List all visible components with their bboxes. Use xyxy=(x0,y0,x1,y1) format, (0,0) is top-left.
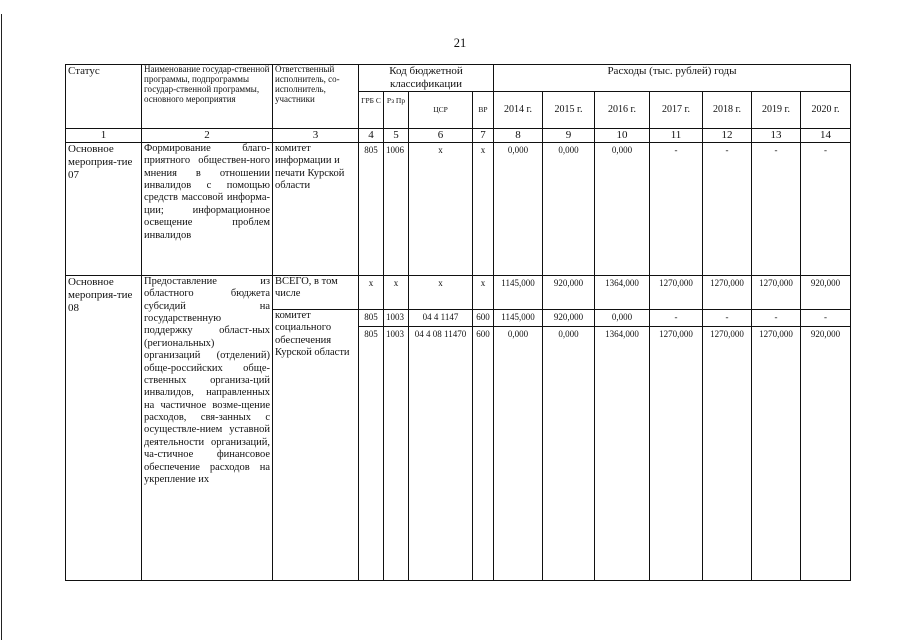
header-rzpr: Рз Пр xyxy=(384,91,409,128)
row08-sub1-value: - xyxy=(650,309,703,326)
row08-sub-executor: комитет социального обеспечения Курской области xyxy=(273,309,359,580)
column-number: 4 xyxy=(359,128,384,142)
row-activity-07 xyxy=(66,142,851,275)
row08-sub2-grbs: 805 xyxy=(359,326,384,580)
row08-sub2-rzpr: 1003 xyxy=(384,326,409,580)
header-year: 2018 г. xyxy=(703,91,752,128)
column-number: 13 xyxy=(752,128,801,142)
row07-status: Основное мероприя-тие 07 xyxy=(66,142,142,275)
row08-sub2-value: 0,000 xyxy=(494,326,543,580)
row08-sub1-value: - xyxy=(703,309,752,326)
row07-value: - xyxy=(703,142,752,275)
row08-total-value: 920,000 xyxy=(543,275,595,309)
header-year: 2020 г. xyxy=(801,91,851,128)
header-expenses: Расходы (тыс. рублей) годы xyxy=(494,65,851,92)
row08-total-vr: х xyxy=(473,275,494,309)
column-number: 6 xyxy=(409,128,473,142)
row07-vr: х xyxy=(473,142,494,275)
row08-total-value: 1270,000 xyxy=(650,275,703,309)
row08-total-value: 1270,000 xyxy=(703,275,752,309)
column-number: 2 xyxy=(142,128,273,142)
row08-sub1-rzpr: 1003 xyxy=(384,309,409,326)
row08-total-executor: ВСЕГО, в том числе xyxy=(273,275,359,309)
row08-total-value: 920,000 xyxy=(801,275,851,309)
row08-sub1-grbs: 805 xyxy=(359,309,384,326)
page-left-edge xyxy=(1,14,2,640)
row08-sub1-value: 1145,000 xyxy=(494,309,543,326)
row07-rzpr: 1006 xyxy=(384,142,409,275)
header-year: 2019 г. xyxy=(752,91,801,128)
column-number: 5 xyxy=(384,128,409,142)
row08-sub2-value: 1270,000 xyxy=(703,326,752,580)
header-year: 2015 г. xyxy=(543,91,595,128)
row08-sub1-value: 920,000 xyxy=(543,309,595,326)
column-number: 14 xyxy=(801,128,851,142)
header-executor: Ответственный исполнитель, со-исполнитель, участники xyxy=(273,65,359,129)
row08-total-csr: х xyxy=(409,275,473,309)
budget-table xyxy=(65,64,851,581)
row07-value: 0,000 xyxy=(595,142,650,275)
row-activity-08-total xyxy=(66,275,851,309)
header-status: Статус xyxy=(66,65,142,129)
row07-value: - xyxy=(650,142,703,275)
row07-value: - xyxy=(801,142,851,275)
row07-value: 0,000 xyxy=(543,142,595,275)
row08-status: Основное мероприя-тие 08 xyxy=(66,275,142,580)
header-year: 2017 г. xyxy=(650,91,703,128)
row08-sub2-csr: 04 4 08 11470 xyxy=(409,326,473,580)
header-year: 2014 г. xyxy=(494,91,543,128)
column-number: 11 xyxy=(650,128,703,142)
header-csr: ЦСР xyxy=(409,91,473,128)
row08-total-value: 1145,000 xyxy=(494,275,543,309)
column-number: 12 xyxy=(703,128,752,142)
row08-sub2-value: 1270,000 xyxy=(650,326,703,580)
header-row-1 xyxy=(66,65,851,92)
row08-sub1-value: - xyxy=(752,309,801,326)
row08-total-grbs: х xyxy=(359,275,384,309)
row08-name: Предоставление из областного бюджета субсидий на государственную поддержку област-ных (региональных) организаций (отделений) обще-российских обще-ственных организа-ций инвалидов, направленных на частичное возме-щение расходов, свя-занных с осуществле-нием уставной деятельности организаций, ча-стичное финансовое обеспечение расходов на укрепление их xyxy=(142,275,273,580)
row08-sub2-vr: 600 xyxy=(473,326,494,580)
column-number: 7 xyxy=(473,128,494,142)
header-name: Наименование государ-ственной программы, подпрограммы государ-ственной программы, основного мероприятия xyxy=(142,65,273,129)
row08-sub1-csr: 04 4 1147 xyxy=(409,309,473,326)
row07-name: Формирование благо-приятного обществен-ного мнения в отношении инвалидов с помощью средств массовой информа-ции; информационное освещение проблем инвалидов xyxy=(142,142,273,275)
row08-total-rzpr: х xyxy=(384,275,409,309)
column-number: 1 xyxy=(66,128,142,142)
column-number: 10 xyxy=(595,128,650,142)
row08-total-value: 1364,000 xyxy=(595,275,650,309)
row08-sub2-value: 0,000 xyxy=(543,326,595,580)
row08-sub1-value: 0,000 xyxy=(595,309,650,326)
header-budget-code: Код бюджетной классификации xyxy=(359,65,494,92)
row07-executor: комитет информации и печати Курской области xyxy=(273,142,359,275)
row08-total-value: 1270,000 xyxy=(752,275,801,309)
row08-sub1-value: - xyxy=(801,309,851,326)
row08-sub2-value: 1270,000 xyxy=(752,326,801,580)
column-number: 8 xyxy=(494,128,543,142)
row07-value: 0,000 xyxy=(494,142,543,275)
row07-grbs: 805 xyxy=(359,142,384,275)
row07-csr: х xyxy=(409,142,473,275)
row08-sub2-value: 1364,000 xyxy=(595,326,650,580)
page-number: 21 xyxy=(453,36,467,50)
header-vr: ВР xyxy=(473,91,494,128)
column-number-row xyxy=(66,128,851,142)
row08-sub1-vr: 600 xyxy=(473,309,494,326)
column-number: 9 xyxy=(543,128,595,142)
row07-value: - xyxy=(752,142,801,275)
column-number: 3 xyxy=(273,128,359,142)
header-year: 2016 г. xyxy=(595,91,650,128)
header-grbs: ГРБ С xyxy=(359,91,384,128)
row08-sub2-value: 920,000 xyxy=(801,326,851,580)
